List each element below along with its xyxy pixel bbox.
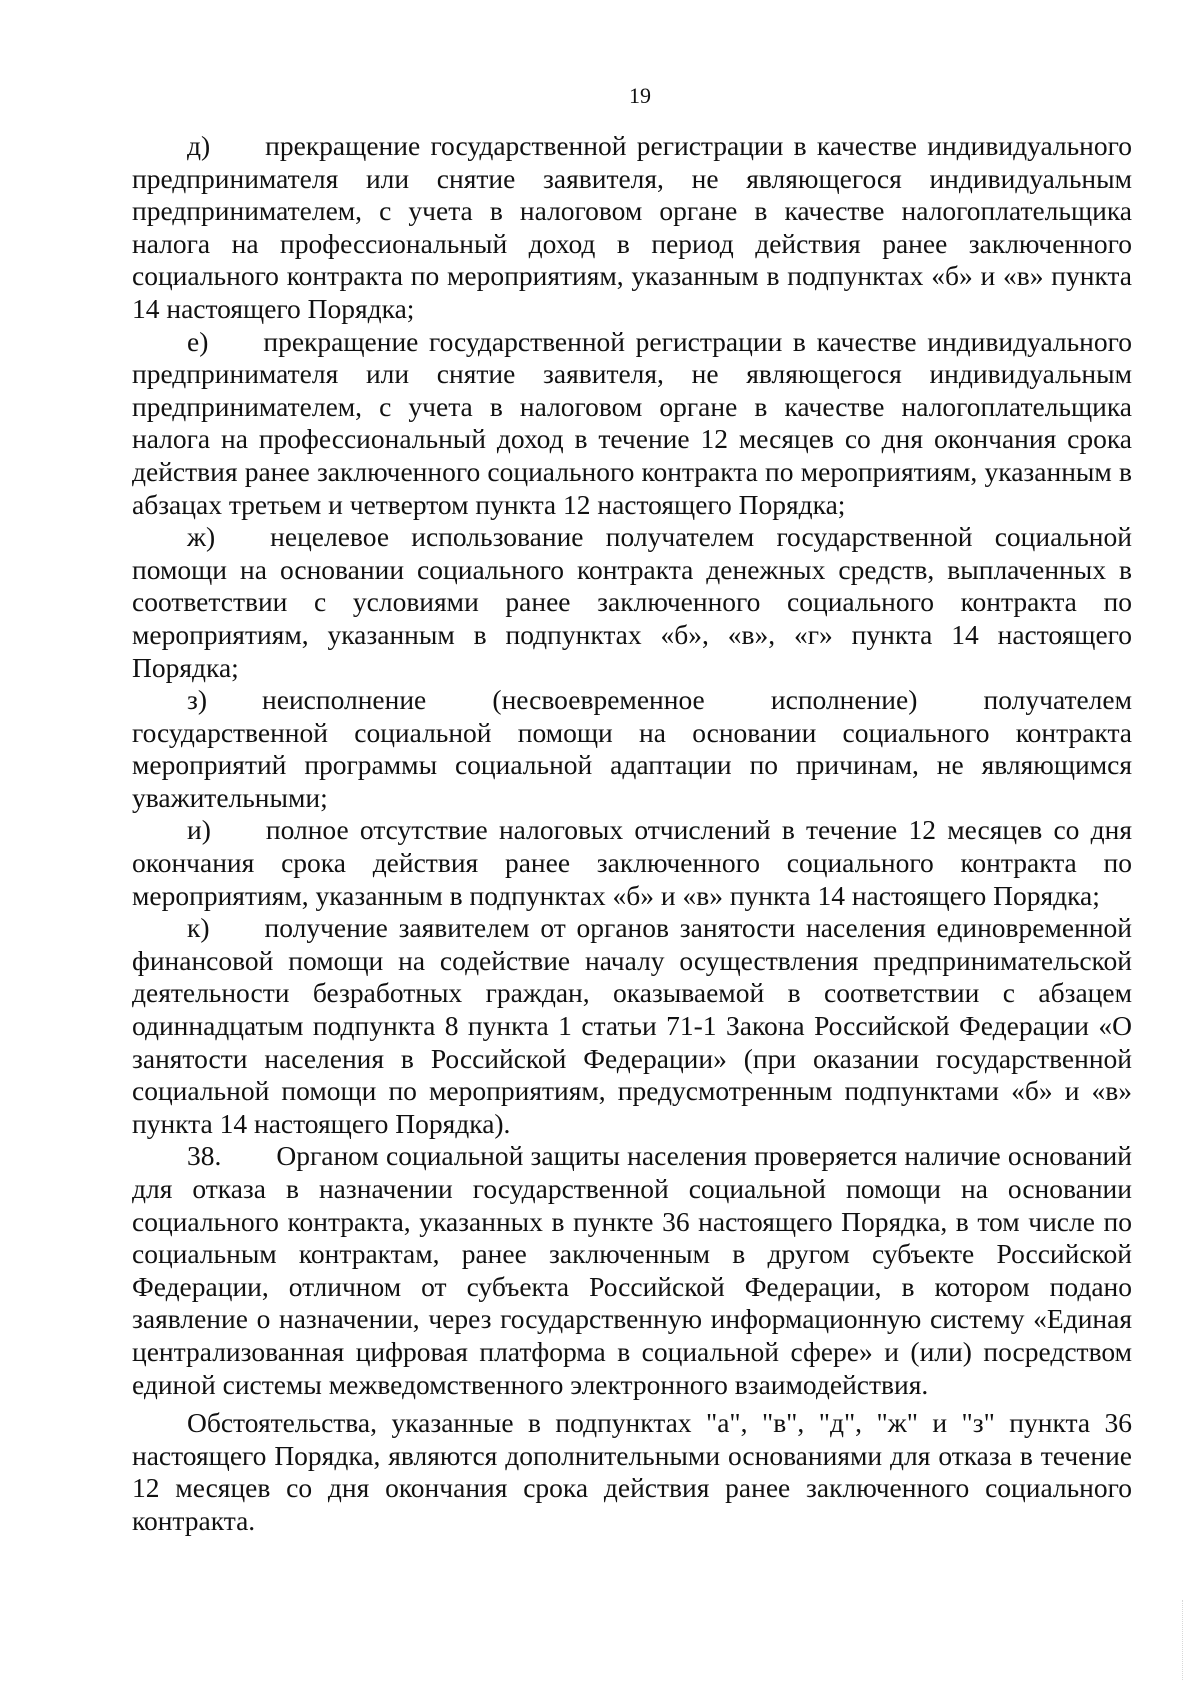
scan-edge-mark xyxy=(1182,1600,1184,1680)
subitem-k-paragraph: к) получение заявителем от органов занятости населения единовременной финансовой помощи на содействие началу осуществления предпринимательской деятельности безработных граждан, оказываемой в соответствии с абзацем одиннадцатым подпункта 8 пункта 1 статьи 71-1 Закона Российской Федерации «О занятости населения в Российской Федерации» (при оказании государственной социальной помощи по мероприятиям, предусмотренным подпунктами «б» и «в» пункта 14 настоящего Порядка). xyxy=(132,912,1132,1139)
document-body xyxy=(132,130,1132,1538)
subitem-e-paragraph: е) прекращение государственной регистрации в качестве индивидуального предпринимателя или снятие заявителя, не являющегося индивидуальным предпринимателем, с учета в налоговом органе в качестве налогоплательщика налога на профессиональный доход в течение 12 месяцев со дня окончания срока действия ранее заключенного социального контракта по мероприятиям, указанным в абзацах третьем и четвертом пункта 12 настоящего Порядка; xyxy=(132,325,1132,520)
subitem-z-paragraph: з) неисполнение (несвоевременное исполнение) получателем государственной социальной помощи на основании социального контракта мероприятий программы социальной адаптации по причинам, не являющимся уважительными; xyxy=(132,684,1132,813)
circumstances-paragraph: Обстоятельства, указанные в подпунктах "а", "в", "д", "ж" и "з" пункта 36 настоящего Порядка, являются дополнительными основаниями для отказа в течение 12 месяцев со дня окончания срока действия ранее заключенного социального контракта. xyxy=(132,1407,1132,1536)
subitem-zh-paragraph: ж) нецелевое использование получателем государственной социальной помощи на основании социального контракта денежных средств, выплаченных в соответствии с условиями ранее заключенного социального контракта по мероприятиям, указанным в подпунктах «б», «в», «г» пункта 14 настоящего Порядка; xyxy=(132,521,1132,683)
subitem-i-paragraph: и) полное отсутствие налоговых отчислений в течение 12 месяцев со дня окончания срока действия ранее заключенного социального контракта по мероприятиям, указанным в подпунктах «б» и «в» пункта 14 настоящего Порядка; xyxy=(132,814,1132,911)
subitem-d-paragraph: д) прекращение государственной регистрации в качестве индивидуального предпринимателя или снятие заявителя, не являющегося индивидуальным предпринимателем, с учета в налоговом органе в качестве налогоплательщика налога на профессиональный доход в период действия ранее заключенного социального контракта по мероприятиям, указанным в подпунктах «б» и «в» пункта 14 настоящего Порядка; xyxy=(132,130,1132,324)
clause-38-paragraph: 38. Органом социальной защиты населения проверяется наличие оснований для отказа в назначении государственной социальной помощи на основании социального контракта, указанных в пункте 36 настоящего Порядка, в том числе по социальным контрактам, ранее заключенным в другом субъекте Российской Федерации, отличном от субъекта Российской Федерации, в котором подано заявление о назначении, через государственную информационную систему «Единая централизованная цифровая платформа в социальной сфере» и (или) посредством единой системы межведомственного электронного взаимодействия. xyxy=(132,1140,1132,1400)
page-number: 19 xyxy=(629,83,651,108)
